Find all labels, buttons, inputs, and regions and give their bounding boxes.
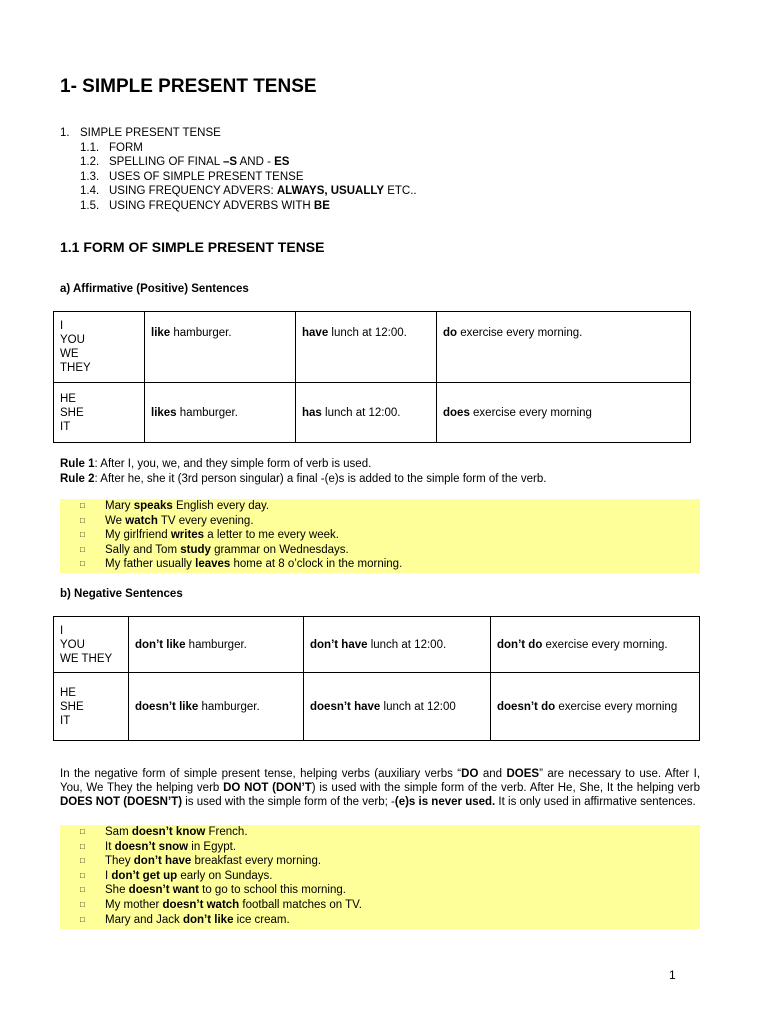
rule-text: : After I, you, we, and they simple form of verb is used. (94, 458, 372, 470)
table-cell (296, 383, 437, 443)
cell-text: hamburger. (185, 638, 247, 651)
bullet-icon: □ (80, 841, 85, 851)
bullet-icon: □ (80, 501, 85, 510)
bullet-icon: □ (80, 899, 85, 909)
negative-heading: b) Negative Sentences (60, 588, 183, 600)
table-cell (296, 312, 437, 383)
pronoun: THEY (60, 362, 91, 374)
table-cell (145, 312, 296, 383)
cell-text: exercise every morning. (542, 638, 668, 651)
bullet-icon: □ (80, 885, 85, 895)
pronoun-cell (54, 312, 145, 383)
toc-number: 1.4. (80, 185, 100, 198)
pronoun: HE (60, 392, 76, 405)
bullet-icon: □ (80, 530, 85, 540)
verb: does (443, 406, 470, 419)
cell-text: lunch at 12:00. (367, 638, 447, 651)
list-item: □ Sally and Tom study grammar on Wednesdays. (80, 543, 349, 556)
rule-label: Rule 1 (60, 458, 95, 470)
section-heading: 1.1 FORM OF SIMPLE PRESENT TENSE (60, 239, 325, 255)
pronoun: SHE (60, 700, 84, 713)
toc-text: USES OF SIMPLE PRESENT TENSE (109, 170, 304, 183)
cell-text: lunch at 12:00. (321, 406, 401, 419)
pronoun-cell (54, 383, 145, 443)
toc-text: USING FREQUENCY ADVERS: ALWAYS, USUALLY ETC.. (109, 185, 417, 198)
bullet-icon: □ (80, 544, 85, 554)
table-cell (491, 673, 700, 741)
pronoun: WE (60, 348, 79, 360)
affirmative-examples (60, 499, 700, 573)
table-row (54, 383, 691, 443)
verb: has (302, 406, 322, 419)
list-item: □ I don’t get up early on Sundays. (80, 869, 273, 882)
verb: do (443, 327, 458, 339)
list-item: □ We watch TV every evening. (80, 514, 254, 527)
rule-1 (60, 457, 546, 472)
pronoun: IT (60, 420, 71, 433)
list-item: □ Mary speaks English every day. (80, 500, 270, 512)
pronoun: YOU (60, 638, 85, 651)
toc-text: SPELLING OF FINAL –S AND - ES (109, 156, 290, 169)
list-item: □ My mother doesn’t watch football matches on TV. (80, 898, 362, 911)
list-item: □ She doesn’t want to go to school this morning. (80, 884, 346, 897)
pronoun: SHE (60, 406, 84, 419)
affirmative-heading: a) Affirmative (Positive) Sentences (60, 283, 249, 295)
table-row (54, 673, 700, 741)
cell-text: exercise every morning (555, 700, 678, 713)
bullet-icon: □ (80, 559, 85, 569)
verb: don’t like (135, 638, 186, 651)
pronoun: I (60, 624, 64, 637)
affirmative-table (53, 311, 691, 443)
toc-number: 1.3. (80, 170, 100, 183)
table-cell (437, 312, 691, 383)
list-item: □ Mary and Jack don’t like ice cream. (80, 913, 290, 926)
verb: don’t have (310, 638, 368, 651)
pronoun: YOU (60, 334, 85, 346)
table-cell (145, 383, 296, 443)
cell-text: exercise every morning (469, 406, 592, 419)
pronoun: I (60, 320, 64, 332)
list-item: □ My father usually leaves home at 8 o’clock in the morning. (80, 558, 403, 571)
toc-number: 1.1. (80, 141, 100, 154)
verb: like (151, 327, 171, 339)
list-item: □ Sam doesn’t know French. (80, 826, 248, 838)
negative-explanation: In the negative form of simple present tense, helping verbs (auxiliary verbs “DO and DOES” are necessary to use. After I, You, We They the helping verb DO NOT (DON’T) is used with the simple form of the verb. After He, She, It the helping verb DOES NOT (DOESN’T) is used with the simple form of the verb; -(e)s is never used. It is only used in affirmative sentences. (60, 768, 701, 808)
cell-text: hamburger. (198, 700, 260, 713)
table-cell (491, 617, 700, 673)
pronoun-cell (54, 673, 129, 741)
toc-text: USING FREQUENCY ADVERBS WITH BE (109, 199, 330, 212)
verb: don’t do (497, 638, 543, 651)
verb: have (302, 327, 329, 339)
rule-2 (60, 472, 546, 487)
list-item: □ It doesn’t snow in Egypt. (80, 840, 237, 853)
table-cell (304, 673, 491, 741)
table-row (54, 312, 691, 383)
pronoun-cell (54, 617, 129, 673)
toc-number: 1.5. (80, 199, 100, 212)
toc-number: 1. (60, 127, 70, 139)
rule-label: Rule 2 (60, 472, 95, 485)
toc-text: FORM (109, 141, 143, 154)
cell-text: hamburger. (170, 327, 232, 339)
table-row (54, 617, 700, 673)
pronoun: WE THEY (60, 652, 113, 665)
toc-text: SIMPLE PRESENT TENSE (80, 127, 221, 139)
negative-table (53, 616, 700, 741)
table-cell (437, 383, 691, 443)
bullet-icon: □ (80, 870, 85, 880)
page-number: 1 (669, 968, 676, 982)
table-cell (304, 617, 491, 673)
verb: likes (151, 406, 177, 419)
list-item: □ My girlfriend writes a letter to me every week. (80, 529, 339, 542)
rules-block (60, 457, 546, 486)
cell-text: hamburger. (176, 406, 238, 419)
bullet-icon: □ (80, 515, 85, 525)
pronoun: HE (60, 686, 76, 699)
table-cell (129, 673, 304, 741)
negative-examples (60, 825, 700, 929)
verb: doesn’t like (135, 700, 199, 713)
bullet-icon: □ (80, 914, 85, 924)
page-title: 1- SIMPLE PRESENT TENSE (60, 76, 317, 97)
list-item: □ They don’t have breakfast every morning. (80, 855, 322, 868)
cell-text: exercise every morning. (457, 327, 583, 339)
table-cell (129, 617, 304, 673)
toc-number: 1.2. (80, 156, 100, 169)
bullet-icon: □ (80, 827, 85, 836)
rule-text: : After he, she it (3rd person singular) a final -(e)s is added to the simple form of the verb. (94, 472, 547, 485)
cell-text: lunch at 12:00. (328, 327, 407, 339)
bullet-icon: □ (80, 856, 85, 866)
pronoun: IT (60, 714, 71, 727)
cell-text: lunch at 12:00 (380, 700, 456, 713)
verb: doesn’t have (310, 700, 381, 713)
verb: doesn’t do (497, 700, 556, 713)
